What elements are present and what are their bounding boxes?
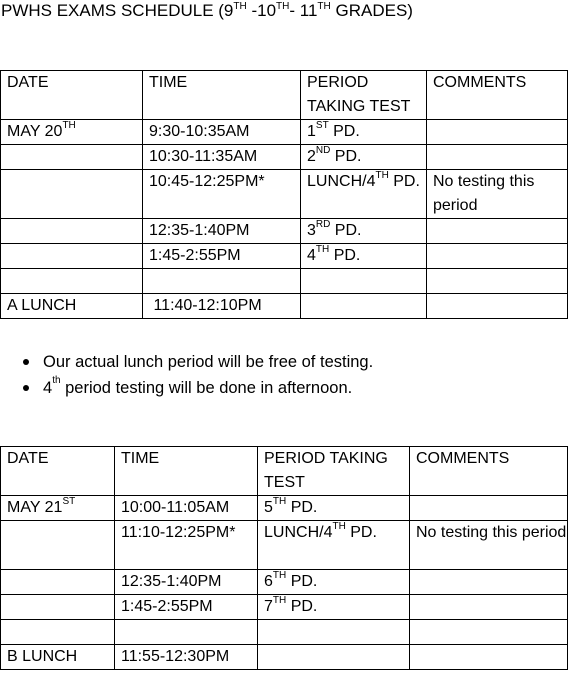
comments-cell: No testing this period <box>410 521 568 570</box>
period-cell: 7TH PD. <box>258 595 410 620</box>
date-cell <box>1 170 143 219</box>
comments-cell <box>410 595 568 620</box>
date-cell <box>1 595 115 620</box>
table-row <box>1 294 568 319</box>
time-cell: 10:00-11:05AM <box>115 496 258 521</box>
comments-cell <box>410 496 568 521</box>
comments-cell <box>410 570 568 595</box>
period-cell: 6TH PD. <box>258 570 410 595</box>
period-cell <box>258 645 410 670</box>
table-row <box>1 521 568 570</box>
date-cell: MAY 21ST <box>1 496 115 521</box>
period-cell: 1ST PD. <box>301 120 427 145</box>
comments-cell: No testing this period <box>427 170 568 219</box>
page-title: PWHS EXAMS SCHEDULE (9TH -10TH- 11TH GRADES) <box>1 1 413 20</box>
comments-cell <box>427 244 568 269</box>
table-row <box>1 570 568 595</box>
date-cell: B LUNCH <box>1 645 115 670</box>
time-cell: 1:45-2:55PM <box>143 244 301 269</box>
column-header: DATE <box>1 447 115 496</box>
time-cell: 12:35-1:40PM <box>115 570 258 595</box>
time-cell: 1:45-2:55PM <box>115 595 258 620</box>
table-header-row <box>1 447 568 496</box>
date-cell <box>1 269 143 294</box>
bullet-icon <box>23 385 29 391</box>
period-cell: 5TH PD. <box>258 496 410 521</box>
comments-cell <box>410 645 568 670</box>
date-cell <box>1 145 143 170</box>
table-header-row <box>1 71 568 120</box>
comments-cell <box>410 620 568 645</box>
period-cell: 3RD PD. <box>301 219 427 244</box>
time-cell: 9:30-10:35AM <box>143 120 301 145</box>
table-row <box>1 595 568 620</box>
column-header: COMMENTS <box>410 447 568 496</box>
comments-cell <box>427 269 568 294</box>
time-cell <box>143 269 301 294</box>
column-header: PERIOD TAKING TEST <box>301 71 427 120</box>
exam-schedule-table-day2 <box>0 446 568 670</box>
table-row <box>1 219 568 244</box>
table-row <box>1 120 568 145</box>
comments-cell <box>427 145 568 170</box>
date-cell <box>1 521 115 570</box>
comments-cell <box>427 120 568 145</box>
column-header: TIME <box>143 71 301 120</box>
date-cell: A LUNCH <box>1 294 143 319</box>
comments-cell <box>427 219 568 244</box>
period-cell <box>258 620 410 645</box>
period-cell: 4TH PD. <box>301 244 427 269</box>
table-row <box>1 496 568 521</box>
table-row <box>1 269 568 294</box>
period-cell: 2ND PD. <box>301 145 427 170</box>
period-cell: LUNCH/4TH PD. <box>301 170 427 219</box>
time-cell: 10:45-12:25PM* <box>143 170 301 219</box>
period-cell: LUNCH/4TH PD. <box>258 521 410 570</box>
date-cell <box>1 620 115 645</box>
time-cell <box>115 620 258 645</box>
time-cell: 10:30-11:35AM <box>143 145 301 170</box>
bullet-icon <box>23 359 29 365</box>
time-cell: 12:35-1:40PM <box>143 219 301 244</box>
table-row <box>1 244 568 269</box>
table-row <box>1 645 568 670</box>
column-header: TIME <box>115 447 258 496</box>
time-cell: 11:10-12:25PM* <box>115 521 258 570</box>
note-item: 4th period testing will be done in afternoon. <box>18 375 373 401</box>
date-cell <box>1 570 115 595</box>
date-cell <box>1 219 143 244</box>
column-header: DATE <box>1 71 143 120</box>
date-cell: MAY 20TH <box>1 120 143 145</box>
notes-list <box>18 349 373 401</box>
table-row <box>1 620 568 645</box>
exam-schedule-table-day1 <box>0 70 568 319</box>
period-cell <box>301 294 427 319</box>
table-row <box>1 145 568 170</box>
time-cell: 11:40-12:10PM <box>143 294 301 319</box>
comments-cell <box>427 294 568 319</box>
note-item: Our actual lunch period will be free of testing. <box>18 349 373 375</box>
column-header: COMMENTS <box>427 71 568 120</box>
table-row <box>1 170 568 219</box>
column-header: PERIOD TAKING TEST <box>258 447 410 496</box>
date-cell <box>1 244 143 269</box>
period-cell <box>301 269 427 294</box>
time-cell: 11:55-12:30PM <box>115 645 258 670</box>
